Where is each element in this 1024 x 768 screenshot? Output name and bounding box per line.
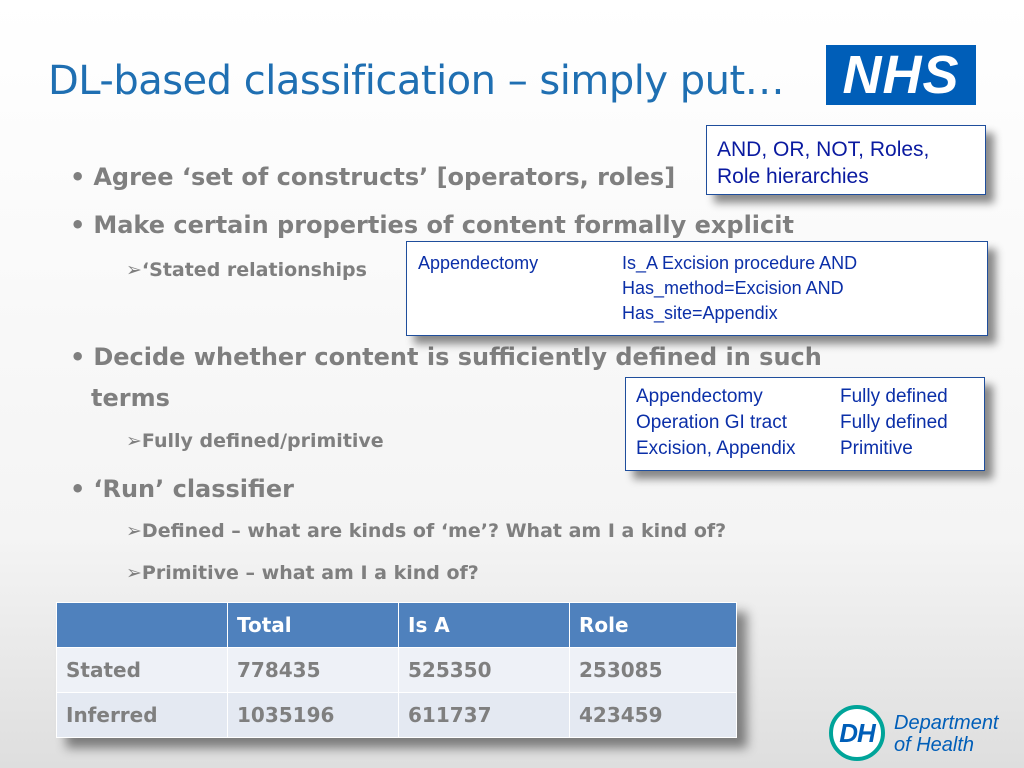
bullet-item [70,205,794,245]
nhs-logo: NHS [826,45,976,105]
concept-name: Appendectomy [636,386,763,407]
stated-relationships-callout [406,241,988,336]
bullet-text: Decide whether content is sufficiently defined in such [93,343,822,371]
definition-status-callout [625,377,985,471]
bullet-text: Agree ‘set of constructs’ [operators, roles] [93,163,676,191]
table-cell: 525350 [399,648,570,693]
concept-name: Appendectomy [418,253,539,273]
table-row [57,693,737,738]
definition-line: Has_site=Appendix [622,303,778,323]
callout-line: Role hierarchies [717,165,869,188]
dh-wordmark-line: Department [894,712,999,734]
bullet-item [70,337,822,377]
table-row [57,648,737,693]
table-header-row [57,603,737,648]
dh-mark-icon: DH [829,705,885,761]
definition-line: Is_A Excision procedure AND [622,253,858,273]
concept-name: Operation GI tract [636,412,788,433]
bullet-dot-icon: • [70,211,86,239]
column-header: Total [228,603,399,648]
row-label: Stated [57,648,228,693]
sub-bullet-item [126,562,479,584]
definition-status: Primitive [840,438,913,459]
bullet-dot-icon: • [70,475,86,503]
arrow-bullet-icon: ➢ [126,430,142,452]
department-of-health-logo [826,700,1016,760]
table-cell: 611737 [399,693,570,738]
column-header: Role [570,603,737,648]
sub-bullet-text: ‘Stated relationships [141,259,367,281]
sub-bullet-text: Fully defined/primitive [141,430,384,452]
operators-callout [706,125,986,195]
dh-wordmark [894,712,999,756]
arrow-bullet-icon: ➢ [126,562,142,584]
bullet-item [70,157,675,197]
slide-title: DL-based classification – simply put… [48,58,785,104]
table-cell: 778435 [228,648,399,693]
sub-bullet-item [126,520,726,542]
bullet-item [70,469,294,509]
column-header: Is A [399,603,570,648]
table-cell: 253085 [570,648,737,693]
bullet-text: ‘Run’ classifier [93,475,294,503]
bullet-dot-icon: • [70,343,86,371]
definition-line: Has_method=Excision AND [622,278,844,298]
definition-status: Fully defined [840,412,948,433]
relationship-count-table [56,602,737,738]
table-cell: 423459 [570,693,737,738]
dh-wordmark-line: of Health [894,734,975,756]
sub-bullet-item [126,259,367,281]
row-label: Inferred [57,693,228,738]
arrow-bullet-icon: ➢ [126,259,142,281]
bullet-text-continuation: terms [91,384,170,412]
sub-bullet-text: Defined – what are kinds of ‘me’? What am I a kind of? [141,520,727,542]
table-cell: 1035196 [228,693,399,738]
definition-status: Fully defined [840,386,948,407]
arrow-bullet-icon: ➢ [126,520,142,542]
bullet-text: Make certain properties of content formally explicit [93,211,794,239]
concept-name: Excision, Appendix [636,438,796,459]
sub-bullet-item [126,430,384,452]
bullet-dot-icon: • [70,163,86,191]
callout-line: AND, OR, NOT, Roles, [717,138,930,161]
column-header [57,603,228,648]
sub-bullet-text: Primitive – what am I a kind of? [141,562,479,584]
